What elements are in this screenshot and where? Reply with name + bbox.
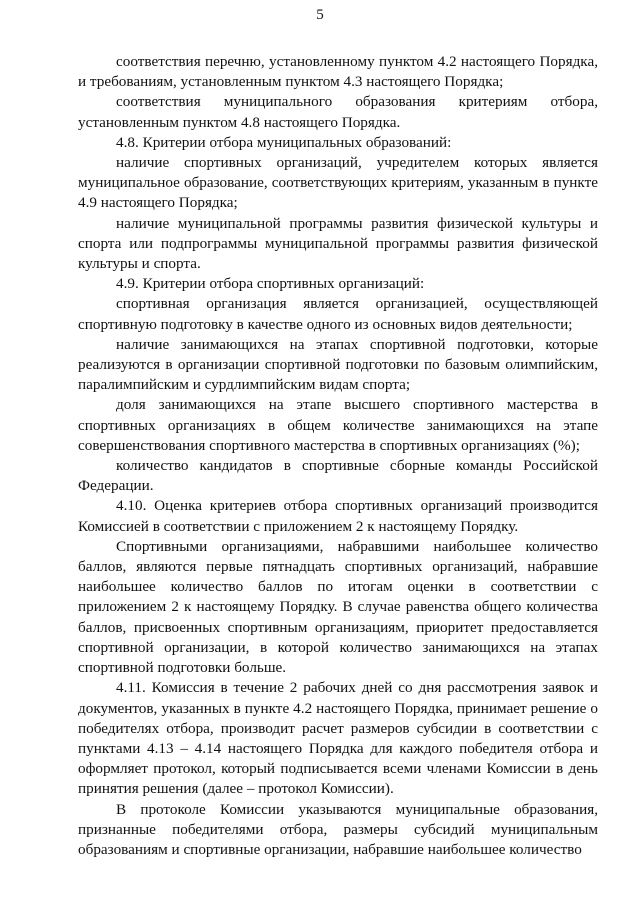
section-heading-4-9: 4.9. Критерии отбора спортивных организаций: — [116, 275, 425, 293]
paragraph: В протоколе Комиссии указываются муниципальные образования, признанные победителями отбора, размеры субсидий муниципальным образованиям и спортивные организации, набравшие наибольшее количество — [78, 800, 598, 858]
paragraph: соответствия перечню, установленному пунктом 4.2 настоящего Порядка, и требованиям, установленным пунктом 4.3 настоящего Порядка; — [78, 53, 598, 91]
paragraph: наличие муниципальной программы развития физической культуры и спорта или подпрограммы муниципальной программы развития физической культуры и спорта. — [78, 214, 598, 273]
page-number: 5 — [316, 7, 324, 23]
section-4-11: 4.11. Комиссия в течение 2 рабочих дней со дня рассмотрения заявок и документов, указанных в пункте 4.2 настоящего Порядка, принимает решение о победителях отбора, производит расчет размеров субсидии в соответствии с пунктами 4.13 – 4.14 настоящего Порядка для каждого победителя отбора и оформляет протокол, который подписывается всеми членами Комиссии в день принятия решения (далее – протокол Комиссии). — [78, 679, 598, 798]
paragraph: Спортивными организациями, набравшими наибольшее количество баллов, являются первые пятнадцать спортивных организаций, набравшие наибольшее количество баллов по итогам оценки в соответствии с приложением 2 к настоящему Порядку. В случае равенства общего количества баллов, присвоенных спортивным организациям, приоритет предоставляется спортивной организации, в которой количество занимающихся на этапах спортивной подготовки больше. — [78, 537, 598, 677]
section-4-10: 4.10. Оценка критериев отбора спортивных организаций производится Комиссией в соответствии с приложением 2 к настоящему Порядку. — [78, 497, 598, 535]
section-heading-4-8: 4.8. Критерии отбора муниципальных образований: — [116, 133, 452, 151]
paragraph: соответствия муниципального образования критериям отбора, установленным пунктом 4.8 настоящего Порядка. — [78, 93, 598, 131]
paragraph: доля занимающихся на этапе высшего спортивного мастерства в спортивных организациях в общем количестве занимающихся на этапе совершенствования спортивного мастерства в спортивных организациях (%); — [78, 396, 598, 454]
paragraph: количество кандидатов в спортивные сборные команды Российской Федерации. — [78, 457, 598, 495]
paragraph: спортивная организация является организацией, осуществляющей спортивную подготовку в качестве одного из основных видов деятельности; — [78, 295, 598, 333]
document-body — [78, 52, 598, 860]
paragraph: наличие спортивных организаций, учредителем которых является муниципальное образование, соответствующих критериям, указанным в пункте 4.9 настоящего Порядка; — [78, 154, 598, 212]
paragraph: наличие занимающихся на этапах спортивной подготовки, которые реализуются в организации спортивной подготовки по базовым олимпийским, паралимпийским и сурдлимпийским видам спорта; — [78, 335, 598, 394]
